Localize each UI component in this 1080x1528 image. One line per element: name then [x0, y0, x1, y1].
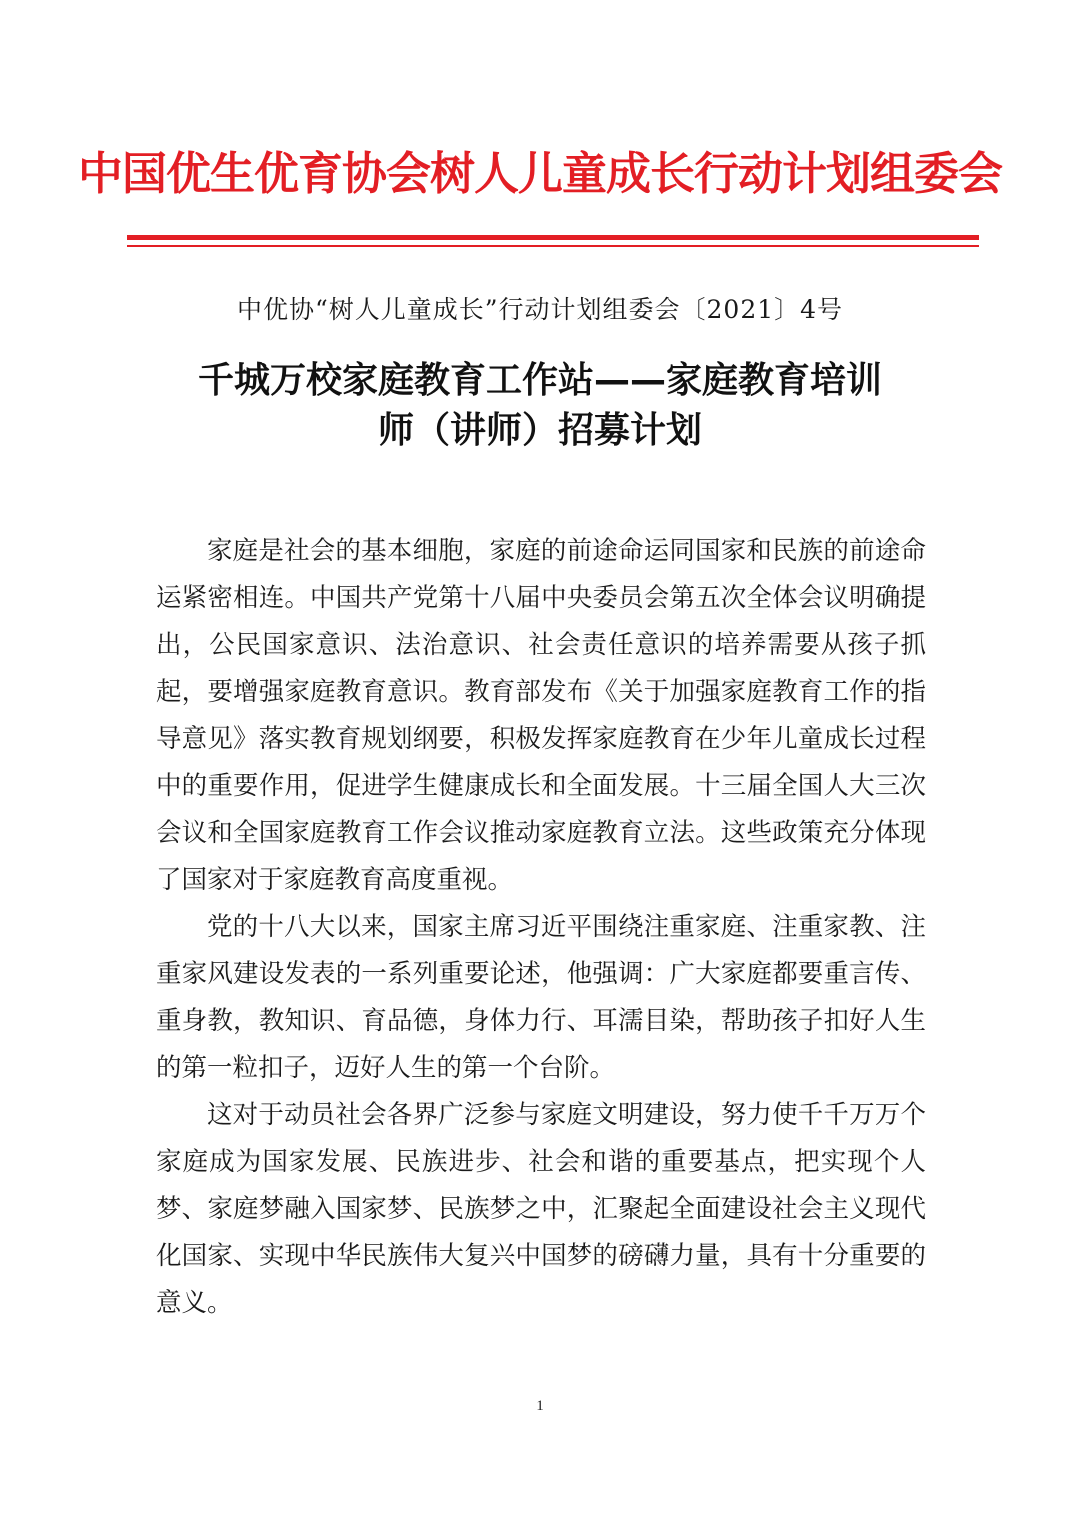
- body-paragraph-3: 这对于动员社会各界广泛参与家庭文明建设，努力使千千万万个家庭成为国家发展、民族进步、社会和谐的重要基点，把实现个人梦、家庭梦融入国家梦、民族梦之中，汇聚起全面建设社会主义现代化国家、实现中华民族伟大复兴中国梦的磅礴力量，具有十分重要的意义。: [156, 1100, 926, 1318]
- header-divider-thick: [127, 235, 979, 240]
- header-divider-thin: [127, 245, 979, 247]
- document-title-line-1: 千城万校家庭教育工作站——家庭教育培训: [197, 360, 882, 401]
- document-title-line-2: 师（讲师）招募计划: [377, 410, 702, 451]
- organization-header: 中国优生优育协会树人儿童成长行动计划组委会: [77, 147, 1002, 200]
- document-body: [156, 528, 926, 1327]
- body-paragraph-2: 党的十八大以来，国家主席习近平围绕注重家庭、注重家教、注重家风建设发表的一系列重要论述，他强调：广大家庭都要重言传、重身教，教知识、育品德，身体力行、耳濡目染，帮助孩子扣好人生的第一粒扣子，迈好人生的第一个台阶。: [156, 912, 926, 1083]
- body-paragraph-1: 家庭是社会的基本细胞，家庭的前途命运同国家和民族的前途命运紧密相连。中国共产党第十八届中央委员会第五次全体会议明确提出，公民国家意识、法治意识、社会责任意识的培养需要从孩子抓起，要增强家庭教育意识。教育部发布《关于加强家庭教育工作的指导意见》落实教育规划纲要，积极发挥家庭教育在少年儿童成长过程中的重要作用，促进学生健康成长和全面发展。十三届全国人大三次会议和全国家庭教育工作会议推动家庭教育立法。这些政策充分体现了国家对于家庭教育高度重视。: [156, 536, 926, 895]
- document-title: [150, 356, 930, 456]
- document-number: 中优协“树人儿童成长”行动计划组委会〔2021〕4号: [236, 295, 844, 324]
- page-number: 1: [536, 1398, 544, 1414]
